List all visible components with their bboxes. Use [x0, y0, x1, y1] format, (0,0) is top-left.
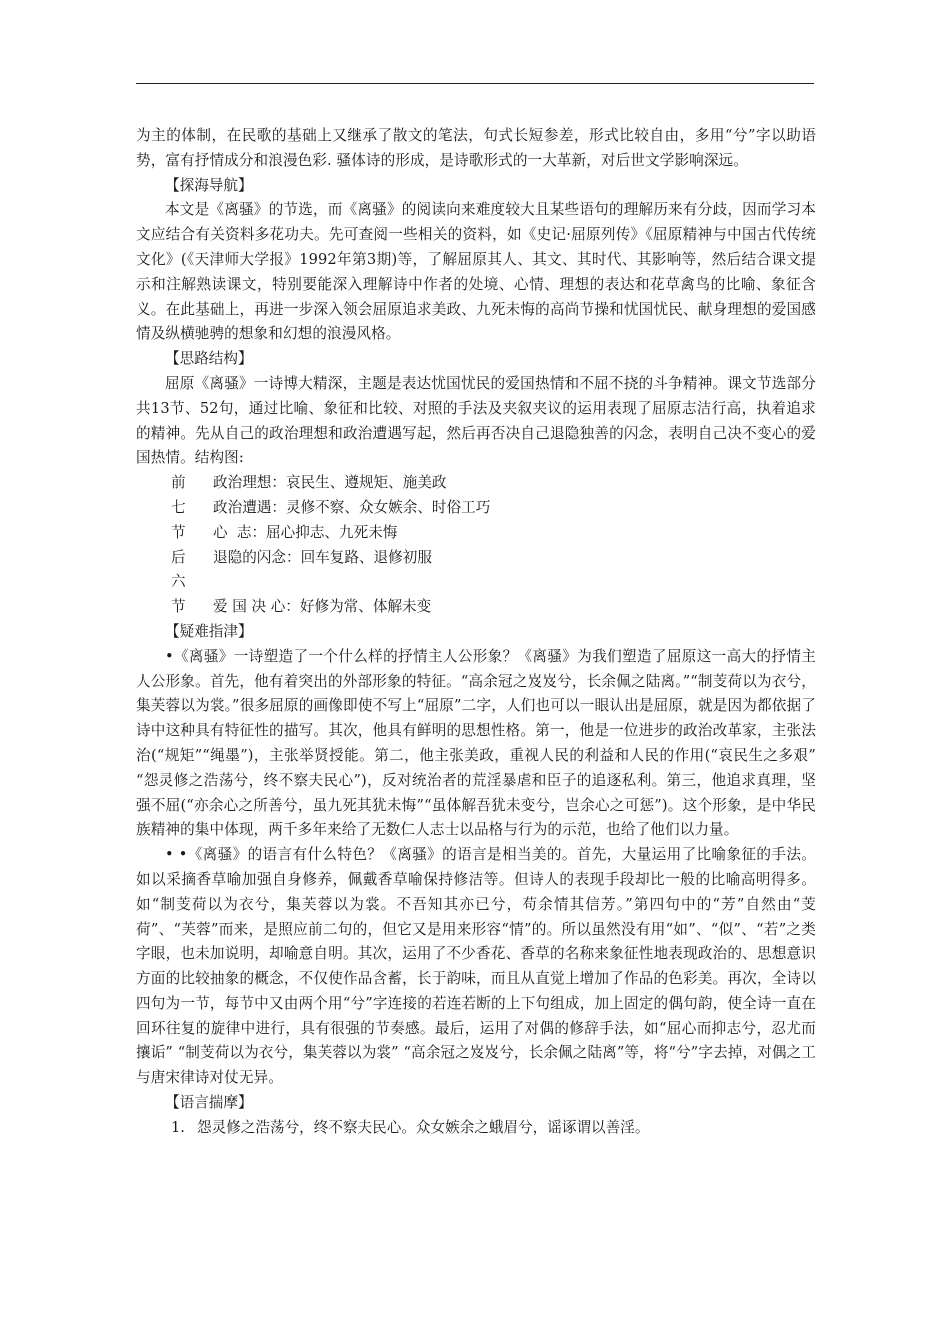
structure-row-key: 后: [171, 548, 186, 566]
structure-row: [136, 595, 816, 620]
structure-row: [136, 521, 816, 546]
structure-row-value: 爱 国 决 心：好修为常、体解未变: [213, 598, 432, 616]
structure-row-value: [213, 570, 816, 595]
structure-row-key: 六: [171, 573, 186, 591]
structure-row-value: 政治理想：哀民生、遵规矩、施美政: [213, 474, 447, 492]
structure-row-value: 退隐的闪念：回车复路、退修初服: [213, 548, 432, 566]
structure-paragraph: 屈原《离骚》一诗博大精深，主题是表达忧国忧民的爱国热情和不屈不挠的斗争精神。课文节选部分共13节、52句，通过比喻、象征和比较、对照的手法及夹叙夹议的运用表现了屈原志洁行高，执着追求的精神。先从自己的政治理想和政治遭遇写起，然后再否决自己退隐独善的闪念，表明自己决不变心的爱国热情。结构图:: [136, 374, 816, 467]
difficulty-paragraph-2: • •《离骚》的语言有什么特色？《离骚》的语言是相当美的。首先，大量运用了比喻象征的手法。如以采摘香草喻加强自身修养，佩戴香草喻保持修洁等。但诗人的表现手段却比一般的比喻高明得多。如“制芰荷以为衣兮，集芙蓉以为裳。不吾知其亦已兮，苟余情其信芳。”第四句中的“芳”自然由“芰荷”、“芙蓉”而来，是照应前二句的，但它又是用来形容“情”的。所以虽然没有用“如”、“似”、“若”之类字眼，也未加说明，却喻意自明。其次，运用了不少香花、香草的名称来象征性地表现政治的、思想意识方面的比较抽象的概念，不仅使作品含蓄，长于韵味，而且从直觉上增加了作品的色彩美。再次，全诗以四句为一节，每节中又由两个用“兮”字连接的若连若断的上下句组成，加上固定的偶句韵，使全诗一直在回环往复的旋律中进行，具有很强的节奏感。最后，运用了对偶的修辞手法，如“屈心而抑志兮，忍尤而攘诟” “制芰荷以为衣兮，集芙蓉以为裳” “高余冠之岌岌兮，长余佩之陆离”等，将“兮”字去掉，对偶之工与唐宋律诗对仗无异。: [136, 846, 816, 1087]
structure-row-key: 七: [171, 498, 186, 516]
structure-row-value: 心 志：屈心抑志、九死未悔: [213, 523, 398, 541]
structure-diagram: [136, 471, 816, 620]
section-heading-language: 【语言揣摩】: [165, 1094, 253, 1112]
intro-paragraph: 为主的体制，在民歌的基础上又继承了散文的笔法，句式长短参差，形式比较自由，多用“兮”字以助语势，富有抒情成分和浪漫色彩. 骚体诗的形成，是诗歌形式的一大革新，对后世文学影响深远。: [136, 127, 816, 169]
language-item-number: 1.: [171, 1118, 185, 1136]
structure-row-key: 前: [171, 474, 186, 492]
navigation-paragraph: 本文是《离骚》的节选，而《离骚》的阅读向来难度较大且某些语句的理解历来有分歧，因而学习本文应结合有关资料多花功夫。先可查阅一些相关的资料，如《史记·屈原列传》《屈原精神与中国古代传统文化》(《天津师大学报》1992年第3期)等，了解屈原其人、其文、其时代、其影响等，然后结合课文提示和注解熟读课文，特别要能深入理解诗中作者的处境、心情、理想的表达和花草禽鸟的比喻、象征含义。在此基础上，再进一步深入领会屈原追求美政、九死未悔的高尚节操和忧国忧民、献身理想的爱国感情及纵横驰骋的想象和幻想的浪漫风格。: [136, 201, 816, 343]
header-rule: [136, 83, 814, 84]
structure-row-value: 政治遭遇：灵修不察、众女嫉余、时俗工巧: [213, 498, 491, 516]
structure-row: [136, 471, 816, 496]
language-item-text: 怨灵修之浩荡兮，终不察夫民心。众女嫉余之蛾眉兮，谣诼谓以善淫。: [197, 1118, 650, 1136]
structure-row: [136, 546, 816, 571]
document-body: [136, 124, 816, 1141]
language-item: [136, 1116, 816, 1141]
structure-row-key: 节: [171, 523, 186, 541]
structure-row: [136, 570, 816, 595]
structure-row: [136, 496, 816, 521]
section-heading-structure: 【思路结构】: [165, 350, 253, 368]
structure-row-key: 节: [171, 598, 186, 616]
section-heading-difficulty: 【疑难指津】: [165, 622, 253, 640]
difficulty-paragraph-1: •《离骚》一诗塑造了一个什么样的抒情主人公形象？《离骚》为我们塑造了屈原这一高大的抒情主人公形象。首先，他有着突出的外部形象的特征。“高余冠之岌岌兮，长余佩之陆离。”“制芰荷以为衣兮，集芙蓉以为裳。”很多屈原的画像即使不写上“屈原”二字，人们也可以一眼认出是屈原，就是因为都依据了诗中这种具有特征性的描写。其次，他具有鲜明的思想性格。第一，他是一位进步的政治改革家，主张法治(“规矩”“绳墨”)，主张举贤授能。第二，他主张美政，重视人民的利益和人民的作用(“哀民生之多艰” “怨灵修之浩荡兮，终不察夫民心”)，反对统治者的荒淫暴虐和臣子的追逐私利。第三，他追求真理，坚强不屈(“亦余心之所善兮，虽九死其犹未悔”“虽体解吾犹未变兮，岂余心之可惩”)。这个形象，是中华民族精神的集中体现，两千多年来给了无数仁人志士以品格与行为的示范，也给了他们以力量。: [136, 647, 816, 839]
section-heading-navigation: 【探海导航】: [165, 176, 253, 194]
